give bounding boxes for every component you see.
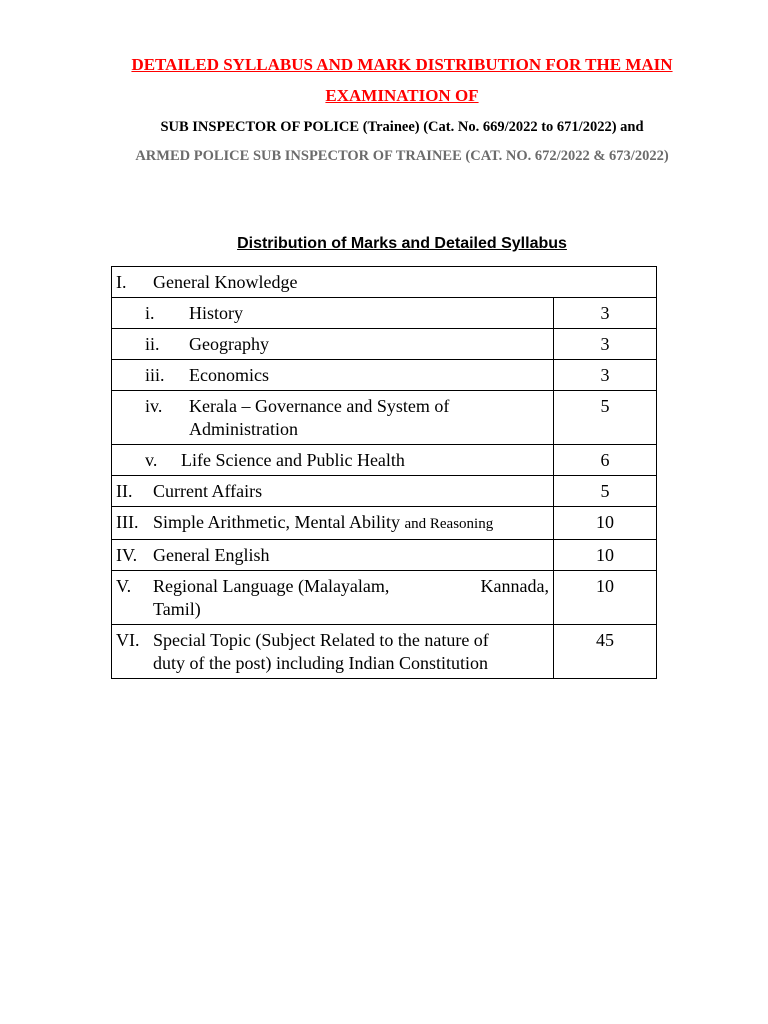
- mark-cell: 10: [554, 571, 657, 625]
- subitem-label: Economics: [189, 365, 269, 385]
- section-number: I.: [116, 272, 127, 292]
- post-subtitle-line-1: SUB INSPECTOR OF POLICE (Trainee) (Cat. No. 669/2022 to 671/2022) and: [160, 119, 644, 135]
- subject-cell: [112, 360, 554, 391]
- table-row-arithmetic: [112, 507, 657, 540]
- section-label-main: Simple Arithmetic, Mental Ability: [153, 512, 400, 532]
- subject-cell: [112, 445, 554, 476]
- mark-cell: 5: [554, 391, 657, 445]
- section-label: [153, 575, 549, 621]
- mark-cell: 45: [554, 625, 657, 679]
- subitem-number: v.: [145, 450, 158, 470]
- subject-cell: [112, 476, 554, 507]
- table-row-geography: [112, 329, 657, 360]
- mark-cell: 3: [554, 360, 657, 391]
- table-row-kerala-governance: [112, 391, 657, 445]
- mark-cell: 10: [554, 540, 657, 571]
- section-label-small: and Reasoning: [404, 516, 494, 532]
- document-title-line-1: DETAILED SYLLABUS AND MARK DISTRIBUTION FOR THE MAIN: [131, 55, 673, 74]
- section-number: VI.: [116, 630, 140, 650]
- subitem-number: i.: [145, 303, 155, 323]
- section-label: [153, 629, 549, 675]
- post-subtitle-line-2: ARMED POLICE SUB INSPECTOR OF TRAINEE (CAT. NO. 672/2022 & 673/2022): [135, 148, 669, 164]
- subitem-label: Life Science and Public Health: [181, 450, 405, 470]
- mark-cell: 10: [554, 507, 657, 540]
- mark-cell: 3: [554, 329, 657, 360]
- section-label-line-2: duty of the post) including Indian Constitution: [153, 653, 488, 673]
- subject-cell: [112, 540, 554, 571]
- table-row-history: [112, 298, 657, 329]
- document-title-line-2: EXAMINATION OF: [325, 86, 479, 105]
- subitem-number: ii.: [145, 334, 160, 354]
- section-label: Current Affairs: [153, 481, 263, 501]
- section-number: V.: [116, 576, 132, 596]
- mark-cell: 6: [554, 445, 657, 476]
- subitem-number: iv.: [145, 396, 163, 416]
- section-number: III.: [116, 512, 139, 532]
- section-number: II.: [116, 481, 133, 501]
- section-label-line-1b: Kannada,: [480, 576, 549, 596]
- subitem-label: History: [189, 303, 243, 323]
- subitem-label-line-1: Kerala – Governance and System of: [189, 396, 450, 416]
- table-row-special-topic: [112, 625, 657, 679]
- section-label-line-1a: Regional Language (Malayalam,: [153, 576, 390, 596]
- marks-distribution-table: [111, 266, 657, 679]
- section-label-line-1: Special Topic (Subject Related to the nature of: [153, 630, 489, 650]
- subject-cell: [112, 391, 554, 445]
- subject-cell: [112, 298, 554, 329]
- table-row-current-affairs: [112, 476, 657, 507]
- section-label: General Knowledge: [153, 272, 298, 292]
- section-label: [153, 511, 549, 536]
- section-number: IV.: [116, 545, 138, 565]
- subitem-number: iii.: [145, 365, 165, 385]
- table-row-general-knowledge: [112, 267, 657, 298]
- subject-cell: [112, 329, 554, 360]
- mark-cell: 3: [554, 298, 657, 329]
- table-row-regional-language: [112, 571, 657, 625]
- subject-cell: [112, 571, 554, 625]
- mark-cell: 5: [554, 476, 657, 507]
- subitem-label: [189, 395, 549, 441]
- section-cell: [112, 267, 657, 298]
- subitem-label: Geography: [189, 334, 269, 354]
- subitem-label-line-2: Administration: [189, 419, 298, 439]
- section-label: General English: [153, 545, 270, 565]
- table-row-economics: [112, 360, 657, 391]
- table-row-general-english: [112, 540, 657, 571]
- section-label-line-1-wrap: [153, 575, 549, 598]
- table-heading: Distribution of Marks and Detailed Syllabus: [237, 235, 567, 252]
- subject-cell: [112, 625, 554, 679]
- subject-cell: [112, 507, 554, 540]
- table-row-life-science: [112, 445, 657, 476]
- section-label-line-2: Tamil): [153, 599, 201, 619]
